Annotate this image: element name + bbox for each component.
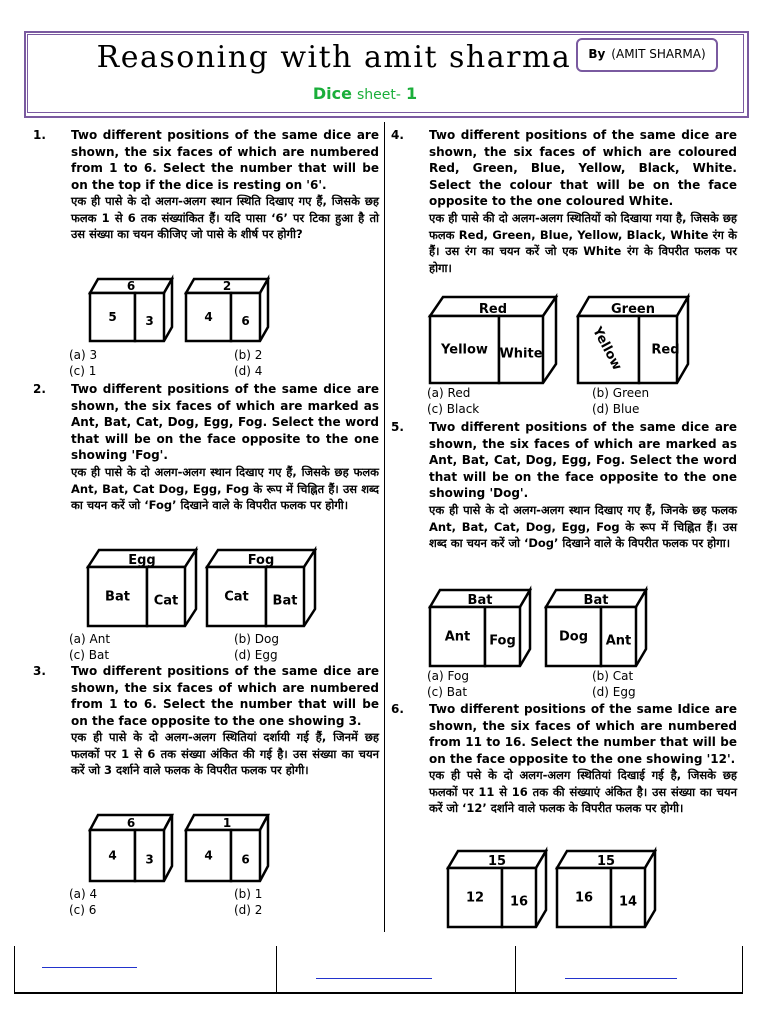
dice-side-label: Ant	[605, 633, 632, 649]
dice-top-label: Green	[611, 302, 655, 317]
dice-top-label: Bat	[467, 593, 493, 608]
dice-side-label: 14	[618, 894, 638, 910]
dice	[186, 279, 268, 341]
dice-top-label: Fog	[247, 553, 275, 568]
dice-side-label: White	[499, 346, 543, 362]
option-b[interactable]: (b) Dog	[234, 632, 279, 646]
dice-top-label: Egg	[128, 553, 156, 568]
question-number: 1.	[33, 128, 46, 142]
dice-front-label: Yellow	[441, 342, 488, 358]
dice-top-label: 1	[222, 816, 232, 830]
option-c[interactable]: (c) 1	[69, 364, 97, 378]
question-text-hi: एक ही पसे के दो अलग-अलग स्थितियां दिखाई गई है, जिसके छह फलकों पर 11 से 16 तक की संख्याएं अंकित है। उस संख्या का चयन करें जो ‘12’ दर्शाने वाले फलक के विपरीत फलक पर होगी।	[429, 768, 737, 816]
dice-side-label: Bat	[272, 593, 298, 609]
question-number: 5.	[391, 420, 404, 434]
dice-front-label: Cat	[224, 589, 249, 605]
dice-side-label: 3	[145, 852, 154, 867]
dice-top-label: Bat	[583, 593, 609, 608]
sheet-subtitle	[0, 84, 730, 103]
author-by-label: By	[588, 47, 606, 61]
subtitle-sheet: sheet-	[357, 87, 401, 103]
option-d[interactable]: (d) Egg	[234, 648, 278, 662]
dice-top-label: 15	[487, 854, 507, 869]
dice-front-label: 16	[574, 890, 594, 906]
question-text-hi: एक ही पासे की दो अलग-अलग स्थितियों को दिखाया गया है, जिसके छह फलक Red, Green, Blue, Yellow, Black, White रंग के हैं। उस रंग का चयन करें जो एक White रंग के विपरीत फलक पर होगा।	[429, 211, 737, 275]
dice-top-label: Red	[478, 302, 508, 317]
dice-top-label: 2	[222, 279, 232, 293]
question-number: 6.	[391, 702, 404, 716]
dice	[90, 279, 172, 341]
option-c[interactable]: (c) Black	[427, 402, 480, 416]
option-c[interactable]: (c) Bat	[427, 685, 468, 699]
dice	[186, 815, 268, 881]
dice	[578, 297, 688, 383]
question-text-hi: एक ही पासे के दो अलग-अलग स्थान स्थिति दिखाए गए हैं, जिसके छह फलक 1 से 6 तक संख्यांकित हैं। यदि पासा ‘6’ पर टिका हुआ है तो उस संख्या का चयन कीजिए जो पासे के शीर्ष पर होगी?	[71, 194, 379, 242]
dice-front-label: Ant	[444, 629, 471, 645]
question-text-en: Two different positions of the same Idice are shown, the six faces of which are numbered from 11 to 16. Select the number that will be on the face opposite to the one showing '12'.	[429, 702, 737, 766]
option-d[interactable]: (d) 4	[234, 364, 263, 378]
dice	[90, 815, 172, 881]
option-d[interactable]: (d) Blue	[592, 402, 640, 416]
dice-side-label: 3	[145, 314, 154, 328]
option-c[interactable]: (c) 6	[69, 903, 97, 917]
dice-front-label: Dog	[558, 629, 589, 645]
dice	[448, 851, 546, 927]
footer-link[interactable]	[42, 967, 137, 968]
question-number: 2.	[33, 382, 46, 396]
option-c[interactable]: (c) Bat	[69, 648, 110, 662]
question-number: 4.	[391, 128, 404, 142]
option-a[interactable]: (a) Red	[427, 386, 471, 400]
option-a[interactable]: (a) 3	[69, 348, 98, 362]
dice-side-label: 16	[509, 894, 529, 910]
question-text-hi: एक ही पासे के दो अलग-अलग स्थान दिखाए गए हैं, जिनके छह फलक Ant, Bat, Cat, Dog, Egg, Fog के रूप में चिह्नित हैं। उस शब्द का चयन करें जो ‘Dog’ दिखाने वाले के विपरीत फलक पर होगा।	[429, 503, 737, 551]
option-d[interactable]: (d) 2	[234, 903, 263, 917]
question-text-en: Two different positions of the same dice are shown, the six faces of which are marked as Ant, Bat, Cat, Dog, Egg, Fog. Select the word that will be on the face opposite to the one showing 'Dog'.	[429, 420, 737, 501]
option-b[interactable]: (b) 2	[234, 348, 263, 362]
column-divider	[384, 122, 385, 932]
subtitle-number: 1	[406, 84, 418, 103]
dice	[430, 297, 556, 383]
dice-front-label: 4	[204, 310, 213, 324]
page-title: Reasoning with amit sharma	[96, 40, 572, 75]
question-text-en: Two different positions of the same dice are shown, the six faces of which are coloured Red, Green, Blue, Yellow, Black, White. Select the colour that will be on the face opposite to the one coloured White.	[429, 128, 737, 209]
footer-link[interactable]	[316, 978, 432, 979]
option-a[interactable]: (a) 4	[69, 887, 98, 901]
author-name: (AMIT SHARMA)	[611, 47, 706, 61]
question-text-en: Two different positions of the same dice are shown, the six faces of which are numbered from 1 to 6. Select the number that will be on the face opposite to the one showing 3.	[71, 664, 379, 728]
option-a[interactable]: (a) Fog	[427, 669, 469, 683]
dice-front-label: Bat	[105, 589, 130, 605]
dice-side-label: 6	[241, 852, 250, 867]
dice-side-label: Cat	[153, 593, 179, 609]
dice	[430, 590, 530, 666]
footer-divider	[276, 946, 277, 992]
option-d[interactable]: (d) Egg	[592, 685, 636, 699]
option-b[interactable]: (b) Green	[592, 386, 650, 400]
option-b[interactable]: (b) Cat	[592, 669, 634, 683]
question-text-en: Two different positions of the same dice are shown, the six faces of which are numbered from 1 to 6. Select the number that will be on the top if the dice is resting on '6'.	[71, 128, 379, 192]
question-text-hi: एक ही पासे के दो अलग-अलग स्थान दिखाए गए हैं, जिसके छह फलक Ant, Bat, Cat Dog, Egg, Fog के रूप में चिह्नित हैं। उस शब्द का चयन करें जो ‘Fog’ दिखाने वाले के विपरीत फलक पर होगी।	[71, 465, 379, 513]
question-text-en: Two different positions of the same dice are shown, the six faces of which are marked as Ant, Bat, Cat, Dog, Egg, Fog. Select the word that will be on the face opposite to the one showing 'Fog'.	[71, 382, 379, 463]
dice-side-label: 6	[241, 314, 250, 328]
question-number: 3.	[33, 664, 46, 678]
dice	[546, 590, 646, 666]
dice-front-label: 12	[465, 890, 485, 906]
dice-top-label: 15	[596, 854, 616, 869]
question-text-hi: एक ही पासे के दो अलग-अलग स्थितियां दर्शायी गई हैं, जिनमें छह फलकों पर 1 से 6 तक संख्या अंकित की गई है। उस संख्या का चयन करें जो 3 दर्शाने वाले फलक के विपरीत फलक पर होगी।	[71, 730, 379, 778]
author-badge	[576, 38, 718, 72]
dice-top-label: 6	[126, 279, 136, 293]
dice-front-label: Yellow	[589, 324, 625, 374]
dice-side-label: Red	[651, 342, 680, 358]
footer-box	[14, 946, 743, 994]
dice-front-label: 5	[108, 310, 117, 324]
option-b[interactable]: (b) 1	[234, 887, 263, 901]
footer-link[interactable]	[565, 978, 677, 979]
subtitle-topic: Dice	[312, 84, 352, 103]
dice-side-label: Fog	[489, 633, 516, 649]
dice-top-label: 6	[126, 816, 136, 830]
option-a[interactable]: (a) Ant	[69, 632, 111, 646]
dice-front-label: 4	[204, 848, 213, 863]
dice	[88, 550, 196, 626]
dice	[557, 851, 655, 927]
dice	[207, 550, 315, 626]
dice-front-label: 4	[108, 848, 117, 863]
footer-divider	[515, 946, 516, 992]
